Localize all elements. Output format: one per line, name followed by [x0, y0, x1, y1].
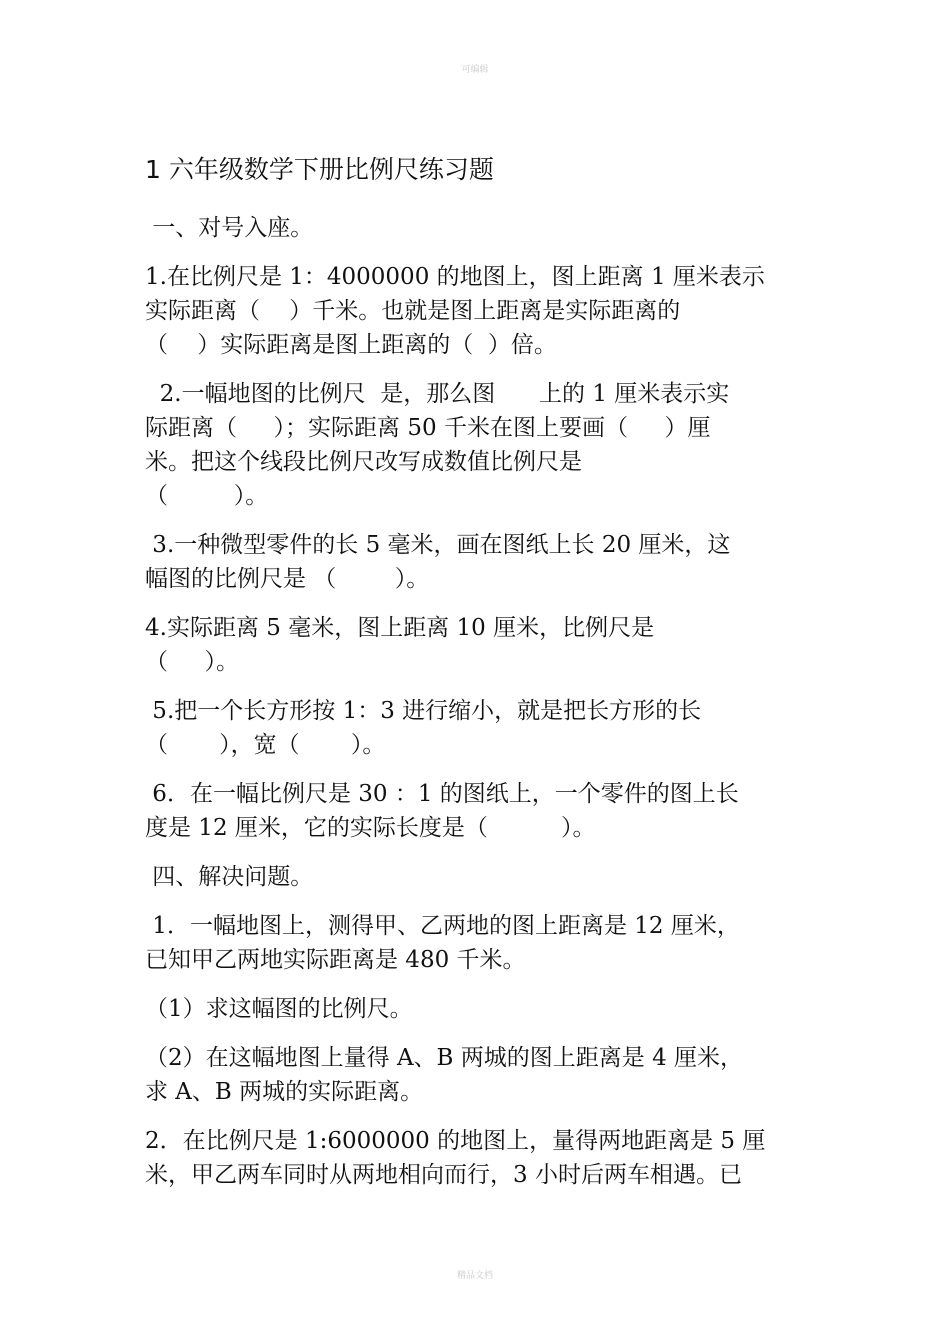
text-line: 3.一种微型零件的长 5 毫米，画在图纸上长 20 厘米，这: [145, 532, 731, 558]
paragraph: [145, 211, 810, 245]
text-line: 5.把一个长方形按 1：3 进行缩小，就是把长方形的长: [145, 698, 702, 724]
text-line: 四、解决问题。: [145, 864, 314, 890]
text-line: 实际距离（ ）千米。也就是图上距离是实际距离的: [145, 298, 681, 324]
paragraph: [145, 909, 810, 977]
text-line: 已知甲乙两地实际距离是 480 千米。: [145, 947, 526, 973]
text-line: 2.一幅地图的比例尺 是，那么图 上的 1 厘米表示实: [145, 381, 730, 407]
text-line: 2．在比例尺是 1:6000000 的地图上，量得两地距离是 5 厘: [145, 1128, 766, 1154]
paragraph: [145, 1124, 810, 1192]
text-line: （ ）。: [145, 649, 240, 675]
text-line: （2）在这幅地图上量得 A、B 两城的图上距离是 4 厘米，: [145, 1045, 744, 1071]
paragraph: [145, 992, 810, 1026]
paragraph: [145, 260, 810, 362]
text-line: 幅图的比例尺是 （ ）。: [145, 566, 430, 592]
text-line: 1．一幅地图上，测得甲、乙两地的图上距离是 12 厘米，: [145, 913, 740, 939]
text-line: 米。把这个线段比例尺改写成数值比例尺是: [145, 449, 582, 475]
text-line: 求 A、B 两城的实际距离。: [145, 1079, 424, 1105]
text-line: 1.在比例尺是 1：4000000 的地图上，图上距离 1 厘米表示: [145, 264, 765, 290]
footer-watermark: 精品文档: [456, 1271, 493, 1281]
text-line: 6．在一幅比例尺是 30 ：1 的图纸上，一个零件的图上长: [145, 781, 739, 807]
paragraph: [145, 694, 810, 762]
text-line: 际距离（ ）；实际距离 50 千米在图上要画（ ）厘: [145, 415, 711, 441]
text-line: （ ）。: [145, 483, 269, 509]
text-line: 度是 12 厘米，它的实际长度是（ ）。: [145, 815, 596, 841]
paragraph: [145, 1041, 810, 1109]
text-line: （ ），宽（ ）。: [145, 732, 386, 758]
text-line: 一、对号入座。: [145, 215, 314, 241]
paragraph: [145, 777, 810, 845]
page-title: 1 六年级数学下册比例尺练习题: [145, 155, 494, 184]
text-line: （1）求这幅图的比例尺。: [145, 996, 413, 1022]
text-line: 4.实际距离 5 毫米，图上距离 10 厘米，比例尺是: [145, 615, 655, 641]
paragraph: [145, 860, 810, 894]
document-body: [145, 152, 810, 1207]
text-line: 米，甲乙两车同时从两地相向而行，3 小时后两车相遇。已: [145, 1162, 742, 1188]
paragraph: [145, 611, 810, 679]
paragraph: [145, 528, 810, 596]
paragraph: [145, 377, 810, 513]
paragraph-list: [145, 211, 810, 1192]
header-watermark: 可编辑: [461, 65, 489, 75]
text-line: （ ）实际距离是图上距离的（ ）倍。: [145, 332, 557, 358]
